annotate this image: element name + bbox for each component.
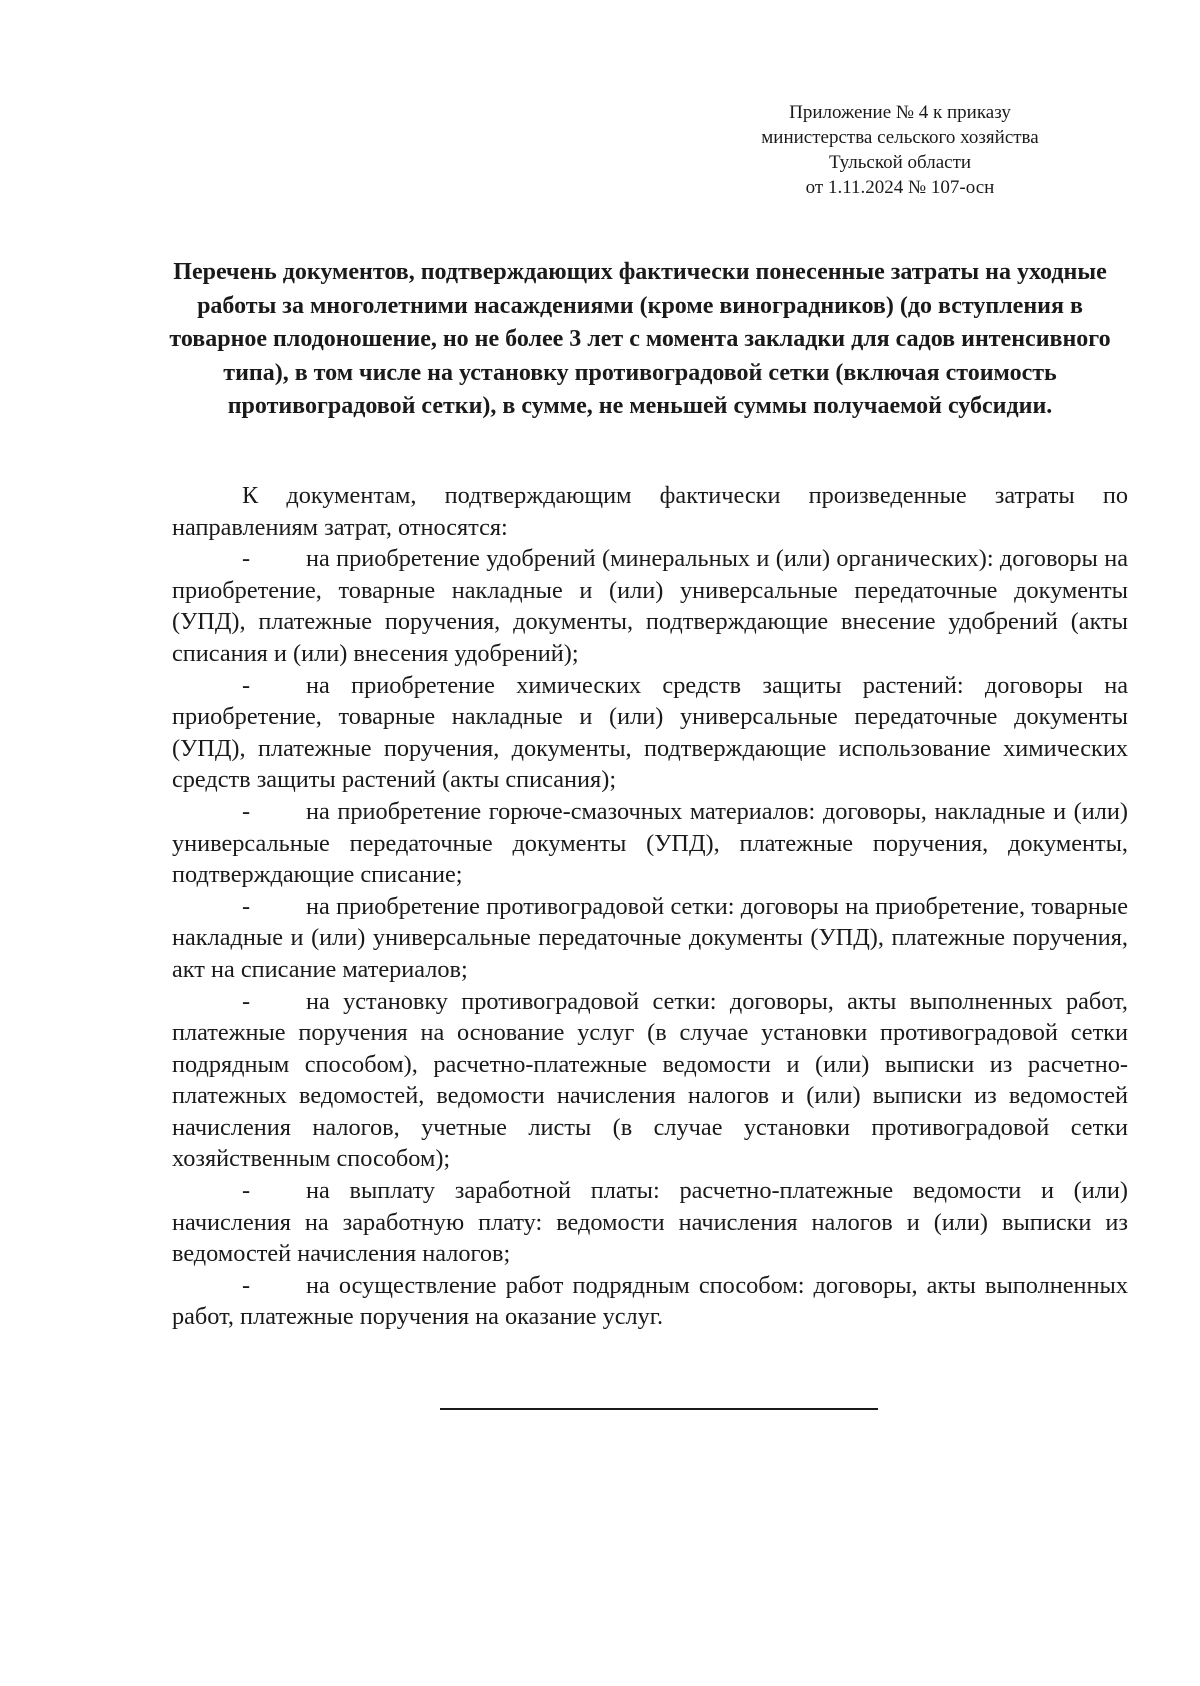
appendix-line: от 1.11.2024 № 107-осн: [805, 177, 995, 198]
list-item: [172, 796, 1128, 891]
dash-marker: -: [242, 1177, 251, 1205]
closing-rule: [440, 1408, 878, 1410]
list-item: [172, 986, 1128, 1176]
document-title: Перечень документов, подтверждающих фактически понесенные затраты на уходные работы за многолетними насаждениями (кроме виноградников) (до вступления в товарное плодоношение, но не более 3 лет с момента закладки для садов интенсивного типа), в том числе на установку противоградовой сетки (включая стоимость противоградовой сетки), в сумме, не меньшей суммы получаемой субсидии.: [169, 259, 1111, 420]
dash-marker: -: [242, 797, 251, 825]
list-item-text: на установку противоградовой сетки: договоры, акты выполненных работ, платежные поручения на основание услуг (в случае установки противоградовой сетки подрядным способом), расчетно-платежные ведомости и (или) выписки из расчетно-платежных ведомостей, ведомости начисления налогов и (или) выписки из ведомостей начисления налогов, учетные листы (в случае установки противоградовой сетки хозяйственным способом);: [172, 987, 1128, 1173]
list-item-text: на приобретение горюче-смазочных материалов: договоры, накладные и (или) универсальные передаточные документы (УПД), платежные поручения, документы, подтверждающие списание;: [172, 797, 1128, 889]
list-item: [172, 543, 1128, 669]
appendix-line: министерства сельского хозяйства: [761, 127, 1039, 148]
intro-paragraph: К документам, подтверждающим фактически произведенные затраты по направлениям затрат, относятся:: [172, 482, 1128, 541]
list-item-text: на приобретение удобрений (минеральных и (или) органических): договоры на приобретение, товарные накладные и (или) универсальные передаточные документы (УПД), платежные поручения, документы, подтверждающие внесение удобрений (акты списания и (или) внесения удобрений);: [172, 545, 1128, 667]
dash-marker: -: [242, 987, 251, 1015]
appendix-header: [700, 100, 1100, 200]
appendix-line: Приложение № 4 к приказу: [789, 102, 1011, 123]
list-item: [172, 670, 1128, 796]
dash-marker: -: [242, 892, 251, 920]
dash-marker: -: [242, 1271, 251, 1299]
list-item-text: на выплату заработной платы: расчетно-платежные ведомости и (или) начисления на заработную плату: ведомости начисления налогов и (или) выписки из ведомостей начисления налогов;: [172, 1177, 1128, 1268]
list-item: [172, 1270, 1128, 1333]
dash-marker: -: [242, 671, 251, 699]
appendix-line: Тульской области: [828, 152, 972, 173]
list-item-text: на приобретение химических средств защиты растений: договоры на приобретение, товарные накладные и (или) универсальные передаточные документы (УПД), платежные поручения, документы, подтверждающие использование химических средств защиты растений (акты списания);: [172, 671, 1128, 794]
list-item: [172, 891, 1128, 986]
dash-marker: -: [242, 545, 251, 573]
list-item: [172, 1175, 1128, 1270]
list-item-text: на приобретение противоградовой сетки: договоры на приобретение, товарные накладные и (или) универсальные передаточные документы (УПД), платежные поручения, акт на списание материалов;: [172, 892, 1128, 983]
document-body: [172, 480, 1128, 1333]
list-item-text: на осуществление работ подрядным способом: договоры, акты выполненных работ, платежные поручения на оказание услуг.: [172, 1271, 1128, 1331]
